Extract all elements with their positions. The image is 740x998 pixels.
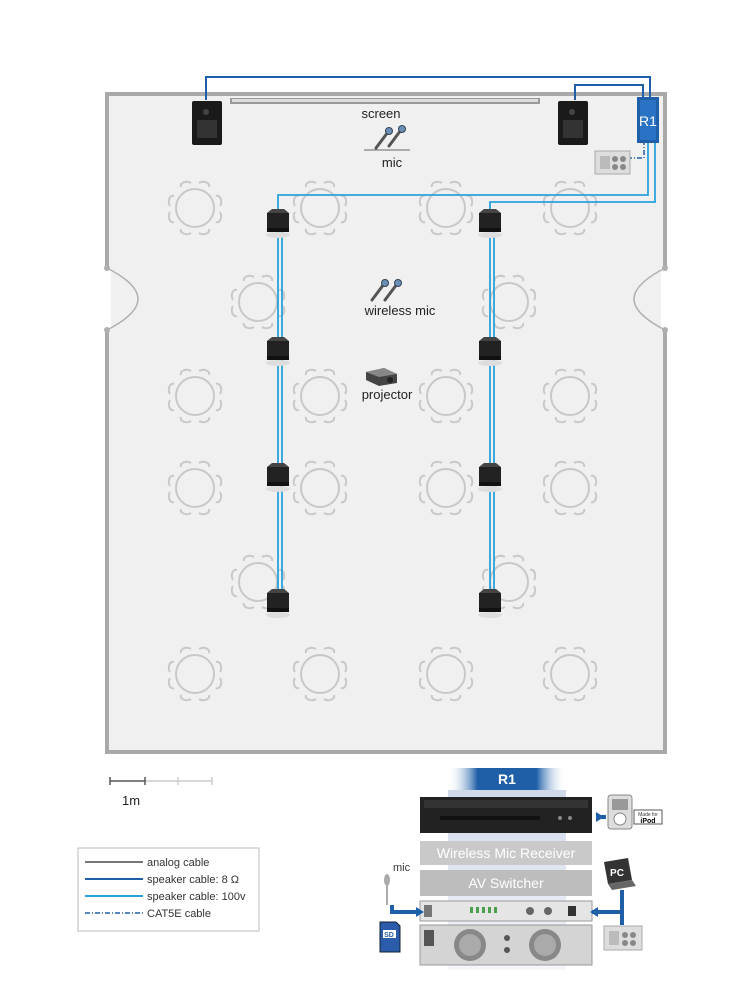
projection-screen bbox=[230, 98, 540, 104]
main-speaker-right bbox=[558, 101, 588, 145]
rack-mic-label: mic bbox=[393, 862, 411, 874]
wall-control-panel bbox=[595, 151, 630, 174]
ceiling-speaker bbox=[266, 337, 290, 366]
mic-label: mic bbox=[381, 155, 403, 170]
svg-text:Made for: Made for bbox=[638, 812, 658, 818]
ceiling-speaker bbox=[478, 209, 502, 238]
pc-laptop-icon bbox=[604, 858, 636, 890]
ceiling-speaker bbox=[478, 337, 502, 366]
scale-label: 1m bbox=[121, 793, 141, 808]
ipod-icon bbox=[608, 795, 632, 829]
ipod-badge bbox=[634, 810, 662, 825]
ceiling-speaker bbox=[478, 463, 502, 492]
legend-label: speaker cable: 100v bbox=[147, 891, 246, 903]
screen-label: screen bbox=[361, 106, 401, 121]
legend-label: speaker cable: 8 Ω bbox=[147, 874, 239, 886]
rack-unit-label: AV Switcher bbox=[468, 875, 544, 891]
svg-text:iPod: iPod bbox=[640, 818, 656, 825]
rack-unit-label: Wireless Mic Receiver bbox=[436, 845, 576, 861]
rack-diagram bbox=[380, 768, 662, 970]
rack-r1-label: R1 bbox=[639, 113, 657, 129]
svg-text:SD: SD bbox=[384, 932, 394, 939]
projector-label: projector bbox=[361, 387, 413, 402]
sd-card-icon bbox=[380, 922, 400, 952]
rack-title: R1 bbox=[498, 771, 516, 787]
main-speaker-left bbox=[192, 101, 222, 145]
scale-bar bbox=[110, 777, 212, 785]
rack-control-panel-icon bbox=[604, 926, 642, 950]
legend bbox=[78, 848, 259, 931]
svg-text:PC: PC bbox=[610, 868, 624, 879]
rack-mic-icon bbox=[384, 874, 390, 905]
wireless-mic-label: wireless mic bbox=[364, 303, 436, 318]
ceiling-speaker bbox=[266, 463, 290, 492]
legend-label: CAT5E cable bbox=[147, 908, 211, 920]
ceiling-speaker bbox=[478, 589, 502, 618]
legend-label: analog cable bbox=[147, 857, 210, 869]
ceiling-speaker bbox=[266, 209, 290, 238]
ceiling-speaker bbox=[266, 589, 290, 618]
